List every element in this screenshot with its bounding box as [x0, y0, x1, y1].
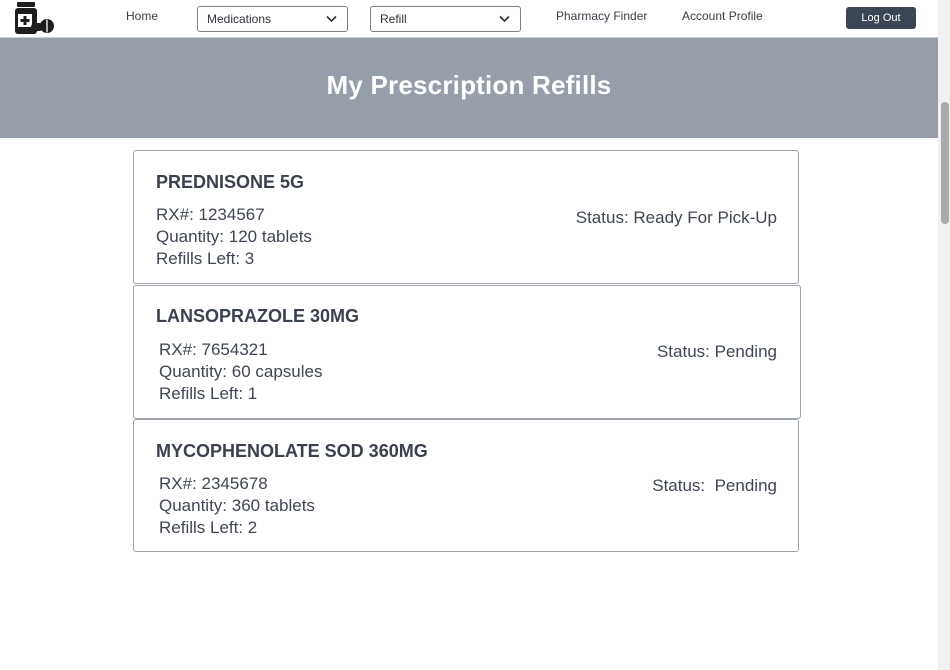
nav-account-profile-link[interactable]: Account Profile	[682, 9, 763, 23]
prescription-refills-left: Refills Left: 1	[159, 384, 258, 403]
prescription-rx-number: RX#: 2345678	[159, 474, 268, 493]
prescription-quantity: Quantity: 60 capsules	[159, 362, 323, 381]
prescription-rx-number: RX#: 1234567	[156, 205, 265, 224]
refill-dropdown-value: Refill	[380, 12, 407, 26]
prescription-name: PREDNISONE 5G	[156, 172, 305, 192]
chevron-down-icon	[499, 15, 510, 23]
prescription-quantity: Quantity: 120 tablets	[156, 227, 312, 246]
pill-bottle-logo-icon[interactable]	[14, 0, 56, 37]
prescription-refills-left: Refills Left: 3	[156, 249, 255, 268]
prescription-status: Status: Ready For Pick-Up	[575, 208, 777, 227]
prescription-name: LANSOPRAZOLE 30MG	[156, 306, 360, 326]
chevron-down-icon	[326, 15, 337, 23]
prescription-card[interactable]	[133, 285, 801, 419]
vertical-scrollbar-track[interactable]	[938, 0, 950, 670]
medications-dropdown-value: Medications	[207, 12, 272, 26]
page-header-banner	[0, 38, 938, 138]
nav-home-link[interactable]: Home	[126, 9, 159, 23]
prescription-card[interactable]	[133, 150, 799, 284]
nav-pharmacy-finder-link[interactable]: Pharmacy Finder	[556, 9, 648, 23]
vertical-scrollbar-thumb[interactable]	[941, 102, 949, 224]
prescription-quantity: Quantity: 360 tablets	[159, 496, 315, 515]
prescription-name: MYCOPHENOLATE SOD 360MG	[156, 441, 428, 461]
prescription-status: Status: Pending	[656, 342, 777, 361]
refill-dropdown[interactable]	[370, 6, 521, 32]
prescription-status: Status: Pending	[652, 476, 777, 495]
logout-button[interactable]: Log Out	[846, 7, 916, 29]
page-title: My Prescription Refills	[326, 70, 612, 100]
prescription-rx-number: RX#: 7654321	[159, 340, 268, 359]
prescription-card[interactable]	[133, 419, 799, 552]
prescription-refills-left: Refills Left: 2	[159, 518, 258, 537]
medications-dropdown[interactable]	[197, 6, 348, 32]
top-nav	[0, 0, 938, 38]
